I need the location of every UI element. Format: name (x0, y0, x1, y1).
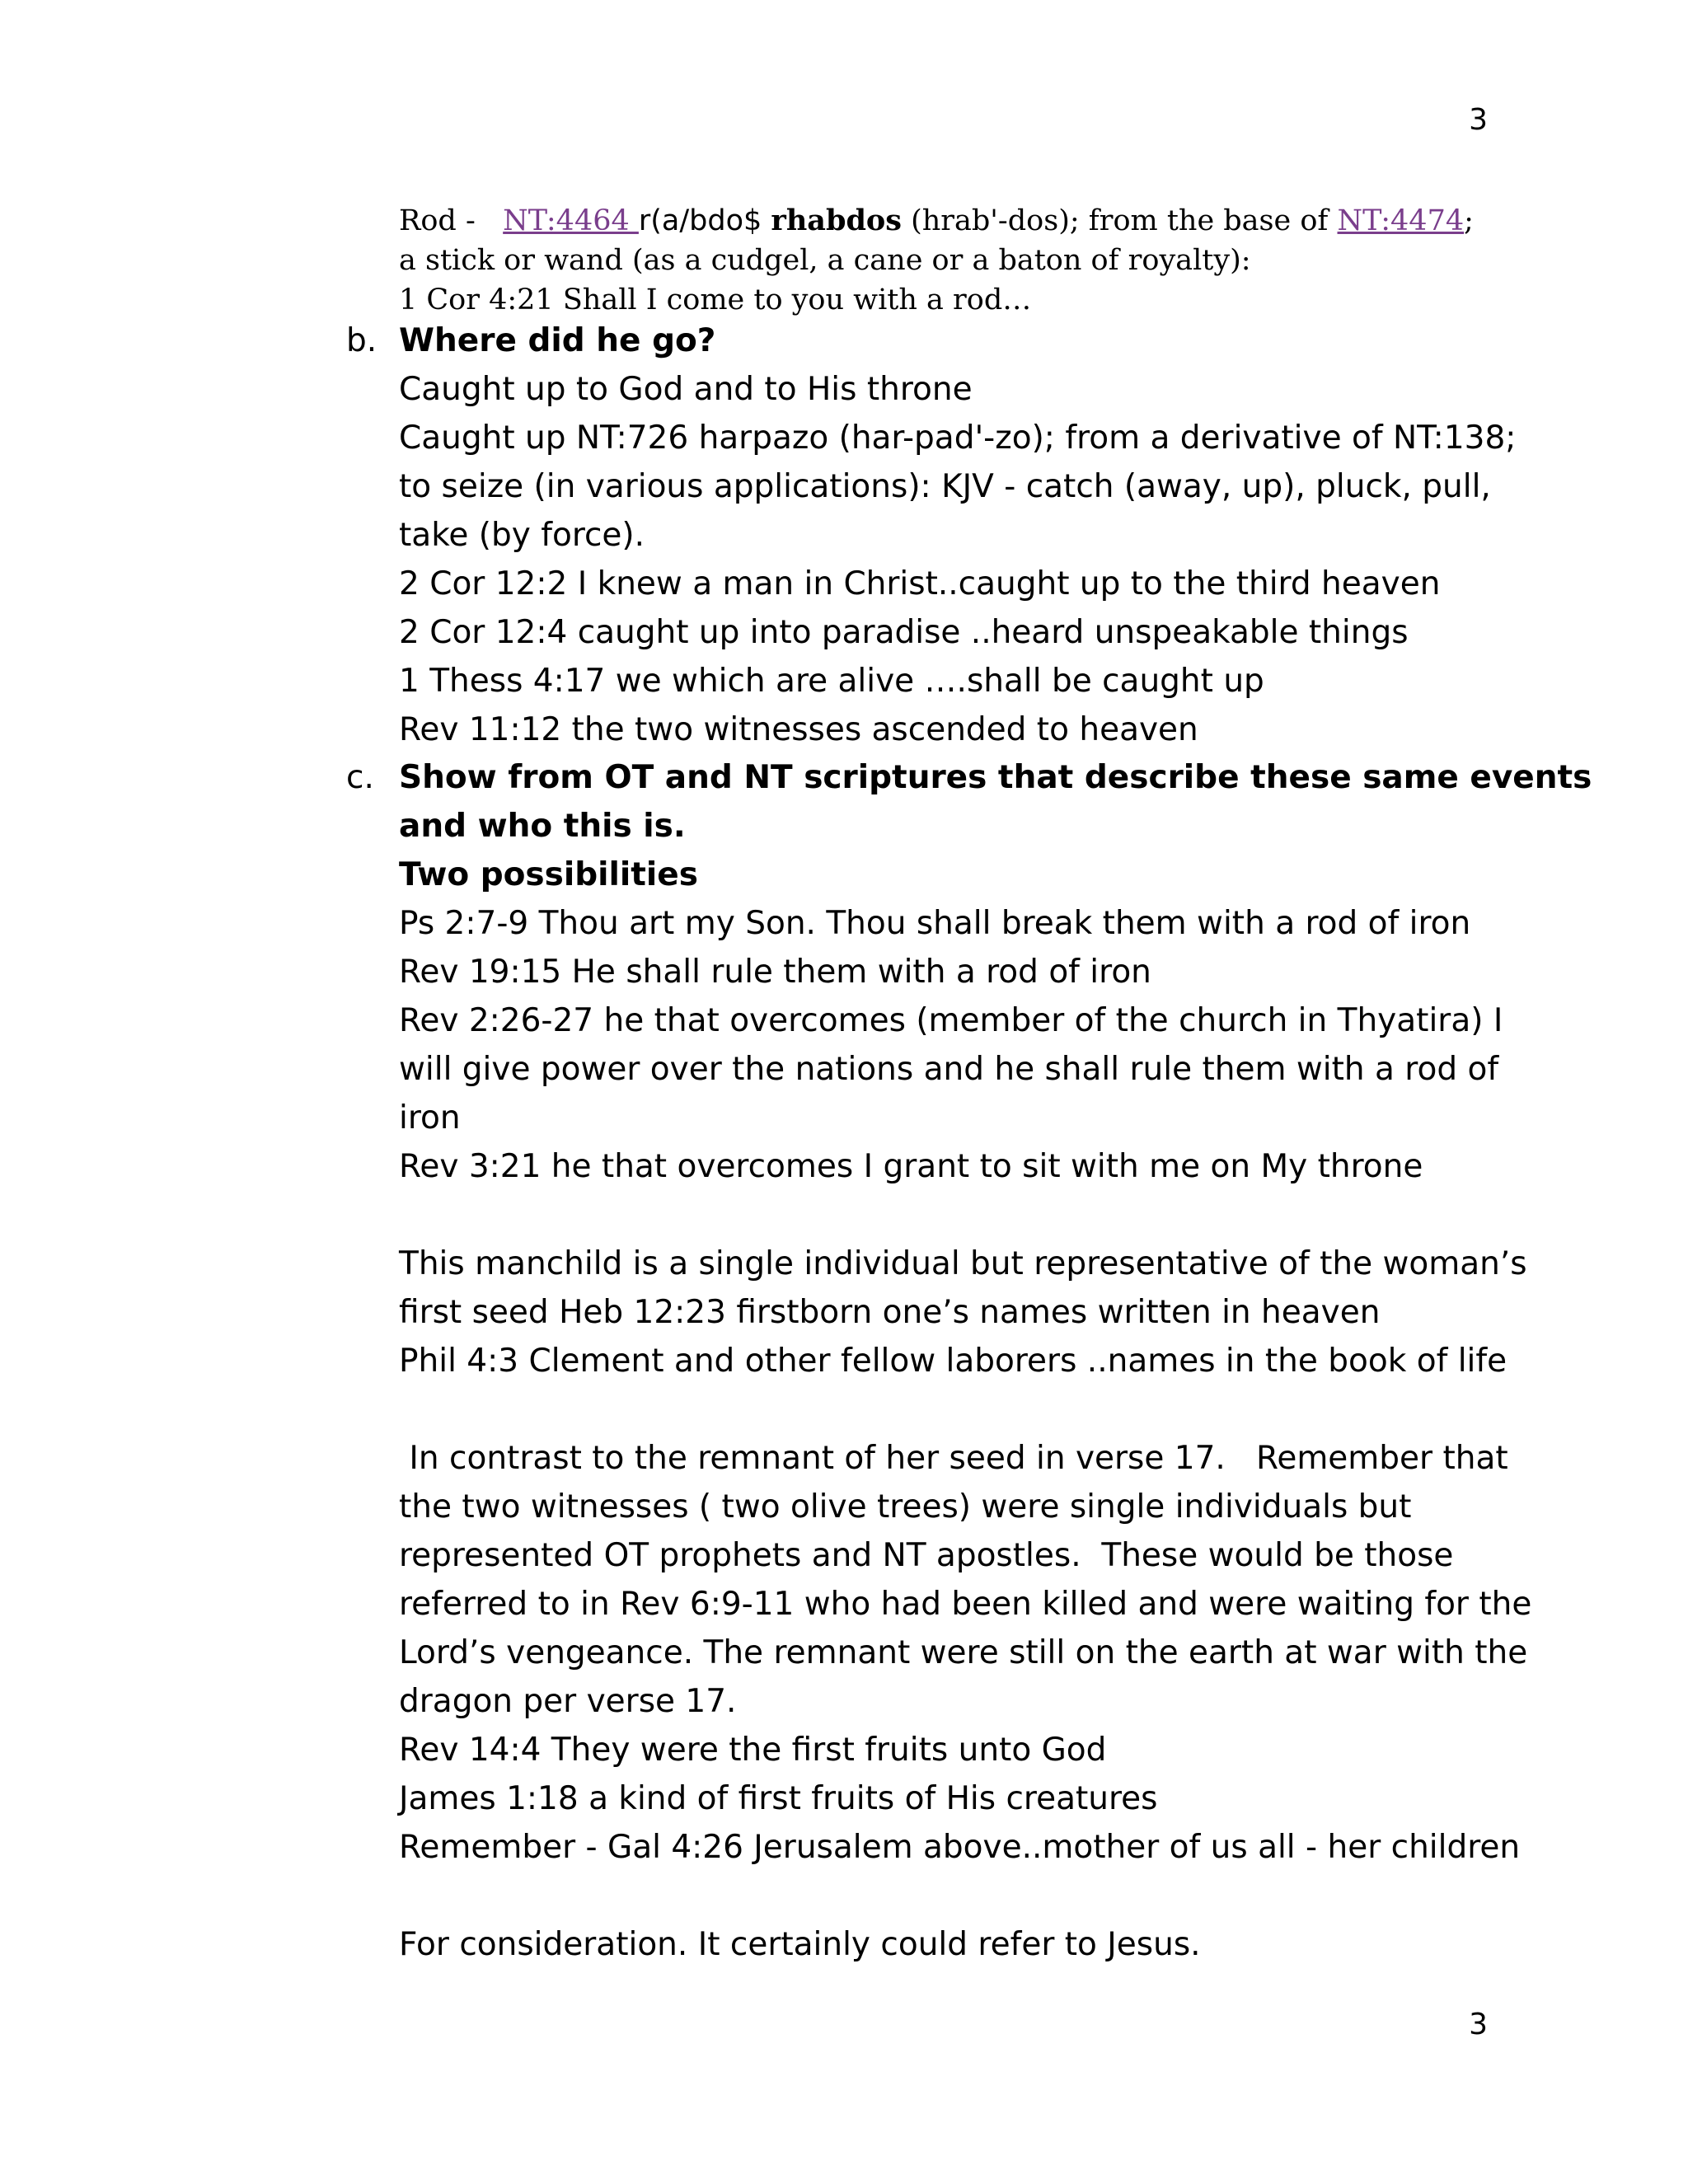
section-b-line: Rev 11:12 the two witnesses ascended to heaven (399, 711, 1198, 748)
section-c-line: Ps 2:7-9 Thou art my Son. Thou shall break them with a rod of iron (399, 905, 1471, 942)
section-c-line: Lord’s vengeance. The remnant were still on the earth at war with the (399, 1634, 1528, 1671)
section-b-line: 2 Cor 12:2 I knew a man in Christ..caught up to the third heaven (399, 565, 1441, 602)
section-c-line: will give power over the nations and he shall rule them with a rod of (399, 1051, 1499, 1088)
section-c-subheading: Two possibilities (399, 856, 698, 893)
section-c-line: Phil 4:3 Clement and other fellow laborers ..names in the book of life (399, 1343, 1507, 1380)
section-c-line: For consideration. It certainly could refer to Jesus. (399, 1926, 1201, 1963)
section-c-line: Rev 19:15 He shall rule them with a rod of iron (399, 954, 1151, 991)
section-c-line: represented OT prophets and NT apostles. These would be those (399, 1537, 1454, 1574)
definition-semicolon: ; (1464, 204, 1474, 237)
section-b-line: 1 Thess 4:17 we which are alive ….shall be caught up (399, 663, 1264, 700)
section-c-heading: and who this is. (399, 808, 686, 845)
definition-line-3: 1 Cor 4:21 Shall I come to you with a rod… (399, 284, 1032, 316)
section-b-line: Caught up NT:726 harpazo (har-pad'-zo); from a derivative of NT:138; (399, 419, 1517, 457)
section-b-heading: Where did he go? (399, 322, 716, 359)
section-b-line: Caught up to God and to His throne (399, 371, 973, 408)
section-c-line: James 1:18 a kind of first fruits of His creatures (399, 1780, 1158, 1817)
definition-line-1 (399, 201, 1495, 241)
section-b-body (399, 316, 1517, 754)
definition-text: (hrab'-dos); from the base of (901, 204, 1338, 237)
page-number-bottom: 3 (1469, 2008, 1488, 2041)
section-c-line: Rev 3:21 he that overcomes I grant to sit with me on My throne (399, 1148, 1423, 1185)
section-c-line: Rev 14:4 They were the first fruits unto God (399, 1732, 1107, 1769)
section-c-marker: c. (346, 759, 374, 796)
transliterated-word: rhabdos (771, 204, 902, 237)
nt-4464-link[interactable]: NT:4464 (503, 204, 639, 237)
section-b-line: take (by force). (399, 517, 645, 554)
section-c-line: This manchild is a single individual but representative of the woman’s (399, 1245, 1527, 1282)
section-c-line: In contrast to the remnant of her seed in verse 17. Remember that (399, 1440, 1508, 1477)
page-number-top: 3 (1469, 103, 1488, 137)
section-c-line: first seed Heb 12:23 firstborn one’s names written in heaven (399, 1294, 1381, 1331)
section-b-line: to seize (in various applications): KJV - catch (away, up), pluck, pull, (399, 468, 1491, 505)
section-c-line: Remember - Gal 4:26 Jerusalem above..mother of us all - her children (399, 1829, 1521, 1866)
nt-4474-link[interactable]: NT:4474 (1337, 204, 1465, 237)
section-c-line: Rev 2:26-27 he that overcomes (member of the church in Thyatira) I (399, 1002, 1503, 1039)
definition-line-2: a stick or wand (as a cudgel, a cane or a baton of royalty): (399, 244, 1251, 277)
section-c-line: dragon per verse 17. (399, 1683, 737, 1720)
section-c-line: the two witnesses ( two olive trees) were single individuals but (399, 1488, 1412, 1526)
section-c-line: iron (399, 1099, 461, 1137)
section-b-line: 2 Cor 12:4 caught up into paradise ..heard unspeakable things (399, 614, 1409, 651)
definition-block (399, 201, 1495, 320)
blank-line (399, 1191, 1503, 1240)
section-c-heading: Show from OT and NT scriptures that describe these same events (399, 759, 1592, 796)
section-b-marker: b. (346, 322, 377, 359)
section-c-body (399, 753, 1592, 1969)
blank-line (399, 1385, 1503, 1434)
section-c-line: referred to in Rev 6:9-11 who had been killed and were waiting for the (399, 1586, 1532, 1623)
blank-line (399, 1872, 1503, 1920)
greek-word: r(a/bdo$ (638, 204, 771, 237)
definition-prefix: Rod - (399, 204, 504, 237)
